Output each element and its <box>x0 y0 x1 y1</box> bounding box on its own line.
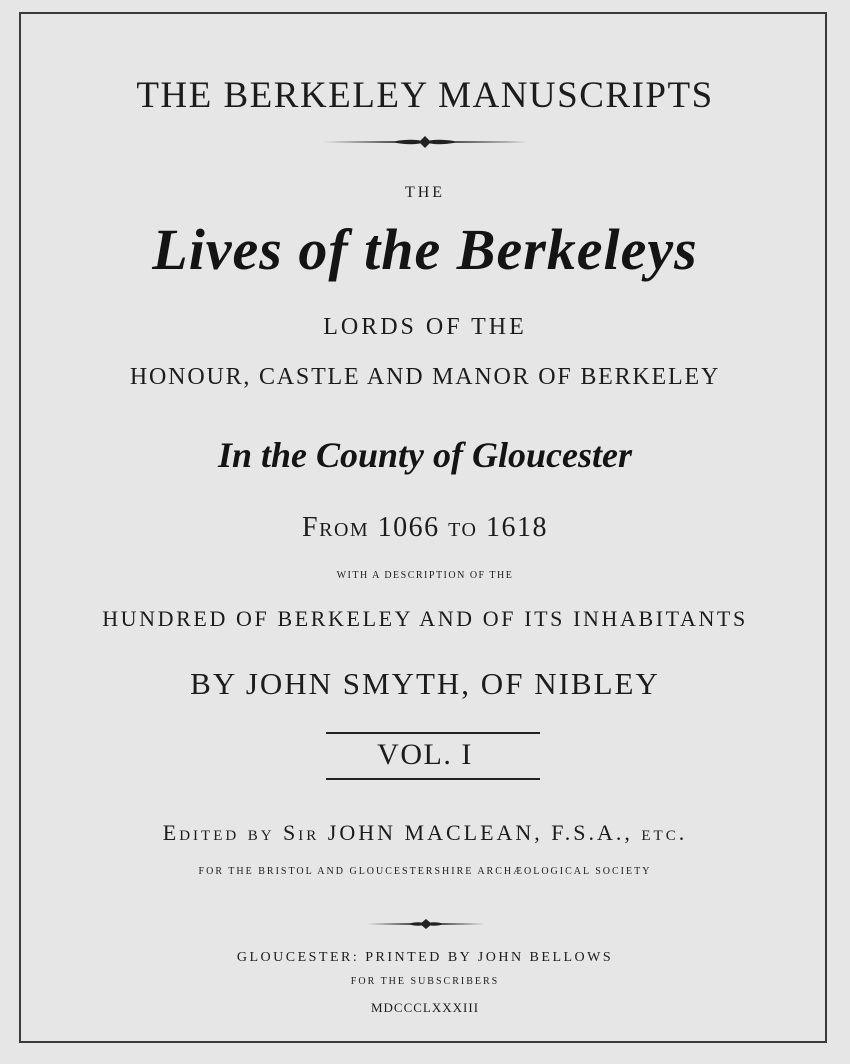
editor-line: Edited by Sir JOHN MACLEAN, F.S.A., etc. <box>162 820 688 845</box>
main-title: Lives of the Berkeleys <box>152 217 698 282</box>
volume-rule-top <box>326 732 540 734</box>
series-title: THE BERKELEY MANUSCRIPTS <box>136 75 714 116</box>
description-note: WITH A DESCRIPTION OF THE <box>336 570 514 581</box>
society-line: FOR THE BRISTOL AND GLOUCESTERSHIRE ARCHÆOLOGICAL SOCIETY <box>198 866 652 877</box>
subtitle-line-1: LORDS OF THE <box>323 314 527 340</box>
subscribers-line: FOR THE SUBSCRIBERS <box>350 976 500 987</box>
publication-year: MDCCCLXXXIII <box>370 1000 480 1015</box>
volume-rule-bottom <box>326 778 540 780</box>
county-line: In the County of Gloucester <box>217 435 633 475</box>
subtitle-line-2: HONOUR, CASTLE AND MANOR OF BERKELEY <box>129 364 721 390</box>
hundred-line: HUNDRED OF BERKELEY AND OF ITS INHABITANTS <box>102 606 748 631</box>
date-range: From 1066 to 1618 <box>302 512 548 543</box>
printer-line: GLOUCESTER: PRINTED BY JOHN BELLOWS <box>236 950 614 965</box>
title-article: THE <box>404 184 446 201</box>
author-line: BY JOHN SMYTH, OF NIBLEY <box>190 666 660 701</box>
volume-label: VOL. I <box>377 738 473 771</box>
